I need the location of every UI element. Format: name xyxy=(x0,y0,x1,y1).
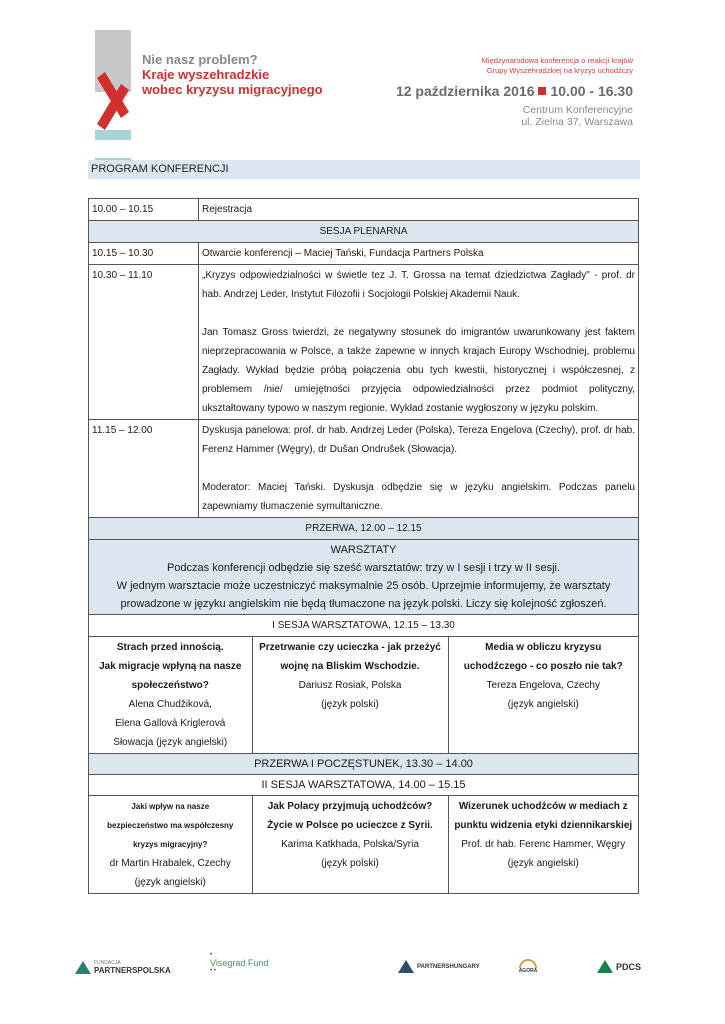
conference-venue: Centrum Konferencyjne xyxy=(522,104,633,116)
workshop-title: kryzys migracyjny? xyxy=(133,840,208,849)
logo-text: Visegrad Fund xyxy=(210,958,269,968)
dots-icon: • • xyxy=(210,968,216,974)
conference-logo-mark xyxy=(95,30,135,140)
workshop-title: Jaki wpływ na nasze xyxy=(131,802,210,811)
table-row xyxy=(89,420,639,518)
time-cell: 10.00 – 10.15 xyxy=(89,199,199,221)
workshop-grid-2 xyxy=(89,796,638,893)
workshop-title: Wizerunek uchodźców w mediach z xyxy=(458,801,628,812)
event-cell xyxy=(199,265,639,420)
sponsor-logos xyxy=(0,952,725,992)
workshop-speaker: Prof. dr hab. Ferenc Hammer, Węgry xyxy=(461,839,626,850)
conference-subtitle-2: Grupy Wyszehradzkiej na kryzys uchodźczy xyxy=(486,65,633,75)
workshops-info xyxy=(89,540,639,615)
workshops-line-1: Podczas konferencji odbędzie się sześć warsztatów: trzy w I sesji i trzy w II sesji. xyxy=(166,562,561,574)
logo-text: PARTNERSHUNGARY xyxy=(417,963,480,970)
table-row xyxy=(89,754,639,775)
workshop-title: Jak migracje wpłyną na nasze xyxy=(99,661,242,672)
workshops-line-3: prowadzone w języku angielskim nie będą tłumaczone na język polski. Liczy się kolejność zgłoszeń. xyxy=(120,598,607,610)
table-row xyxy=(89,243,639,265)
pdcs-logo xyxy=(597,960,641,973)
workshop-card xyxy=(448,637,638,753)
title-line-3: wobec kryzysu migracyjnego xyxy=(142,82,323,97)
workshop-title: bezpieczeństwo ma współczesny xyxy=(107,821,234,830)
workshop-grid-cell xyxy=(89,796,639,894)
logo-text: AGORA xyxy=(518,968,538,974)
workshop-title: Życie w Polsce po ucieczce z Syrii. xyxy=(267,820,433,831)
logo-text: PDCS xyxy=(616,961,642,972)
time-cell: 11.15 – 12.00 xyxy=(89,420,199,518)
conference-address: ul. Zielna 37, Warszawa xyxy=(521,116,633,128)
workshop-speaker: Alena Chudžiková, xyxy=(128,699,212,710)
workshop-card xyxy=(252,796,448,893)
event-cell: Otwarcie konferencji – Maciej Tański, Fundacja Partners Polska xyxy=(199,243,639,265)
triangle-logo-icon xyxy=(597,960,613,973)
logo-small-text: FUNDACJA xyxy=(94,960,121,966)
table-row xyxy=(89,615,639,637)
workshops-line-2: W jednym warsztacie może uczestniczyć maksymalnie 25 osób. Uprzejmie informujemy, że warsztaty xyxy=(116,580,611,592)
workshop-language: (język angielski) xyxy=(507,858,579,869)
workshop-title: wojnę na Bliskim Wschodzie. xyxy=(280,661,420,672)
workshop-title: Strach przed innością. xyxy=(116,642,224,653)
spacer xyxy=(202,304,635,323)
spacer xyxy=(202,459,635,478)
conference-title xyxy=(142,52,362,97)
logo-red-arrow-icon xyxy=(97,72,129,130)
break-header: PRZERWA I POCZĘSTUNEK, 13.30 – 14.00 xyxy=(89,754,639,775)
workshop-grid-1 xyxy=(89,637,638,753)
workshop-speaker: Dariusz Rosiak, Polska xyxy=(298,680,402,691)
workshop-language: (język angielski) xyxy=(134,877,206,888)
table-row xyxy=(89,518,639,540)
session-header: I SESJA WARSZTATOWA, 12.15 – 13.30 xyxy=(89,615,639,637)
lecture-title: „Kryzys odpowiedzialności w świetle tez J. T. Grossa na temat dziedzictwa Zagłady" - prof. dr hab. Andrzej Leder, Instytut Filozofii i Socjologii Polskiej Akademii Nauk. xyxy=(202,270,635,300)
logo-teal-bar xyxy=(95,130,131,140)
session-header: II SESJA WARSZTATOWA, 14.00 – 15.15 xyxy=(89,775,639,796)
partners-hungary-logo xyxy=(398,960,480,973)
workshop-language: (język polski) xyxy=(321,858,379,869)
workshop-speaker: Elena Gallová Kriglerová xyxy=(115,718,226,729)
workshop-language: (język angielski) xyxy=(507,699,579,710)
panel-description: Dyskusja panelowa: prof. dr hab. Andrzej Leder (Polska), Tereza Engelova (Czechy), prof. dr hab. Ferenz Hammer (Węgry), dr Dušan Ondrušek (Słowacja). xyxy=(202,425,635,455)
workshop-card xyxy=(252,637,448,753)
workshop-card xyxy=(448,796,638,893)
workshop-language: (język polski) xyxy=(321,699,379,710)
workshop-speaker: Tereza Engelova, Czechy xyxy=(486,680,600,691)
triangle-logo-icon xyxy=(398,960,414,973)
break-header: PRZERWA, 12.00 – 12.15 xyxy=(89,518,639,540)
program-heading: PROGRAM KONFERENCJI xyxy=(88,160,640,179)
agora-arch-icon xyxy=(518,954,538,968)
title-line-1: Nie nasz problem? xyxy=(142,52,258,67)
time-cell: 10.15 – 10.30 xyxy=(89,243,199,265)
event-cell: Rejestracja xyxy=(199,199,639,221)
conference-info xyxy=(373,56,633,128)
session-header: SESJA PLENARNA xyxy=(89,221,639,243)
workshop-title: Media w obliczu kryzysu xyxy=(485,642,602,653)
workshop-title: punktu widzenia etyki dziennikarskiej xyxy=(454,820,633,831)
square-bullet-icon xyxy=(538,87,546,95)
workshop-speaker: Karima Katkhada, Polska/Syria xyxy=(281,839,419,850)
workshop-title: społeczeństwo? xyxy=(131,680,209,691)
workshop-grid-cell xyxy=(89,637,639,754)
table-row xyxy=(89,796,639,894)
dots-icon: • xyxy=(210,952,213,958)
title-line-2: Kraje wyszehradzkie xyxy=(142,67,270,82)
workshop-card xyxy=(89,637,252,753)
table-row xyxy=(89,199,639,221)
agora-logo xyxy=(518,954,538,974)
schedule-table xyxy=(88,198,639,894)
event-cell xyxy=(199,420,639,518)
workshop-card xyxy=(89,796,252,893)
workshop-title: Przetrwanie czy ucieczka - jak przeżyć xyxy=(259,642,441,653)
workshop-speaker: dr Martin Hrabalek, Czechy xyxy=(109,858,231,869)
hours-text: 10.00 - 16.30 xyxy=(550,83,633,99)
workshops-title: WARSZTATY xyxy=(330,544,397,556)
table-row xyxy=(89,637,639,754)
table-row xyxy=(89,775,639,796)
panel-moderator: Moderator: Maciej Tański. Dyskusja odbędzie się w języku angielskim. Podczas panelu zapewniamy tłumaczenie symultaniczne. xyxy=(202,482,635,512)
table-row xyxy=(89,540,639,615)
conference-date xyxy=(373,83,633,100)
workshop-title: Jak Polacy przyjmują uchodźców? xyxy=(267,801,433,812)
workshop-language: Słowacja (język angielski) xyxy=(113,737,228,748)
time-cell: 10.30 – 11.10 xyxy=(89,265,199,420)
lecture-description: Jan Tomasz Gross twierdzi, że negatywny stosunek do imigrantów uwarunkowany jest faktem nieprzepracowania w Polsce, a także zapewne w innych krajach Europy Wschodniej, problemu Zagłady. Wykład będzie próbą połączenia obu tych kwestii, historycznej i współczesnej, z problemem /nie/ umiejętności przyjęcia odpowiedzialności przez podmiot polityczny, ukształtowany typowo w naszym regionie. Wykład zostanie wygłoszony w języku polskim. xyxy=(202,327,635,414)
visegrad-fund-logo xyxy=(210,952,268,974)
table-row xyxy=(89,221,639,243)
date-text: 12 października 2016 xyxy=(395,83,535,99)
table-row xyxy=(89,265,639,420)
logo-text: PARTNERSPOLSKA xyxy=(94,966,171,975)
triangle-logo-icon xyxy=(75,961,91,974)
workshop-title: uchodźczego - co poszło nie tak? xyxy=(463,661,623,672)
partners-polska-logo xyxy=(75,960,171,975)
conference-subtitle-1: Międzynarodowa konferencja o reakcji krajów xyxy=(481,56,633,65)
